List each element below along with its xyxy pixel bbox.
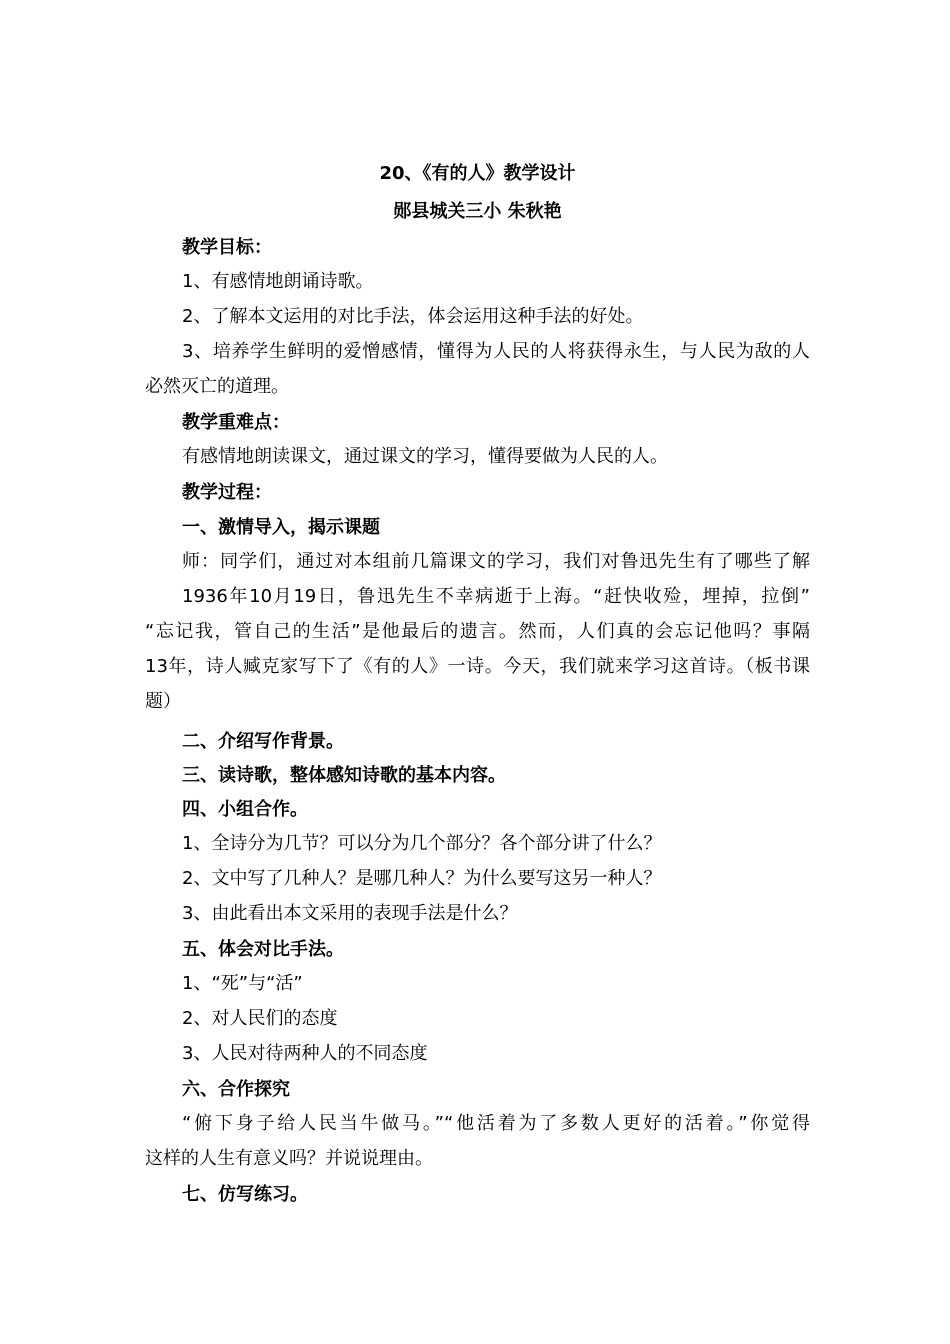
objective-item-3-line-2: 必然灭亡的道理。 <box>145 376 289 397</box>
section-1-heading: 一、激情导入，揭示课题 <box>182 517 380 538</box>
author-line: 郧县城关三小 朱秋艳 <box>393 201 562 222</box>
section-1-line-4: 13年，诗人臧克家写下了《有的人》一诗。今天，我们就来学习这首诗。（板书课 <box>145 656 810 677</box>
objectives-heading: 教学目标： <box>182 237 272 258</box>
objective-item-2: 2、了解本文运用的对比手法，体会运用这种手法的好处。 <box>182 306 644 327</box>
objective-item-1: 1、有感情地朗诵诗歌。 <box>182 271 374 292</box>
process-heading: 教学过程： <box>182 482 272 503</box>
section-6-line-2: 这样的人生有意义吗？并说说理由。 <box>145 1148 433 1169</box>
section-7-heading: 七、仿写练习。 <box>182 1184 308 1205</box>
document-title: 20、《有的人》教学设计 <box>379 163 576 184</box>
section-5-item-1: 1、“死”与“活” <box>182 973 303 994</box>
section-5-item-3: 3、人民对待两种人的不同态度 <box>182 1043 428 1064</box>
section-4-item-3: 3、由此看出本文采用的表现手法是什么？ <box>182 903 518 924</box>
section-1-line-1: 师：同学们，通过对本组前几篇课文的学习，我们对鲁迅先生有了哪些了解 <box>182 551 810 572</box>
section-6-line-1: “俯下身子给人民当牛做马。”“他活着为了多数人更好的活着。”你觉得 <box>182 1113 810 1134</box>
section-1-line-2: 1936年10月19日，鲁迅先生不幸病逝于上海。“赶快收殓，埋掉，拉倒” <box>182 586 810 607</box>
section-3-heading: 三、读诗歌，整体感知诗歌的基本内容。 <box>182 765 506 786</box>
key-points-heading: 教学重难点： <box>182 412 290 433</box>
section-6-heading: 六、合作探究 <box>182 1079 290 1100</box>
section-1-line-3: “忘记我，管自己的生活”是他最后的遗言。然而，人们真的会忘记他吗？事隔 <box>145 621 810 642</box>
objective-item-3-line-1: 3、培养学生鲜明的爱憎感情，懂得为人民的人将获得永生，与人民为敌的人 <box>182 341 810 362</box>
key-points-text: 有感情地朗读课文，通过课文的学习，懂得要做为人民的人。 <box>182 446 668 467</box>
section-5-item-2: 2、对人民们的态度 <box>182 1008 338 1029</box>
section-5-heading: 五、体会对比手法。 <box>182 939 344 960</box>
section-4-heading: 四、小组合作。 <box>182 799 308 820</box>
section-1-line-5: 题） <box>145 691 181 712</box>
section-2-heading: 二、介绍写作背景。 <box>182 731 344 752</box>
section-4-item-2: 2、文中写了几种人？是哪几种人？为什么要写这另一种人？ <box>182 868 662 889</box>
section-4-item-1: 1、全诗分为几节？可以分为几个部分？各个部分讲了什么？ <box>182 833 662 854</box>
